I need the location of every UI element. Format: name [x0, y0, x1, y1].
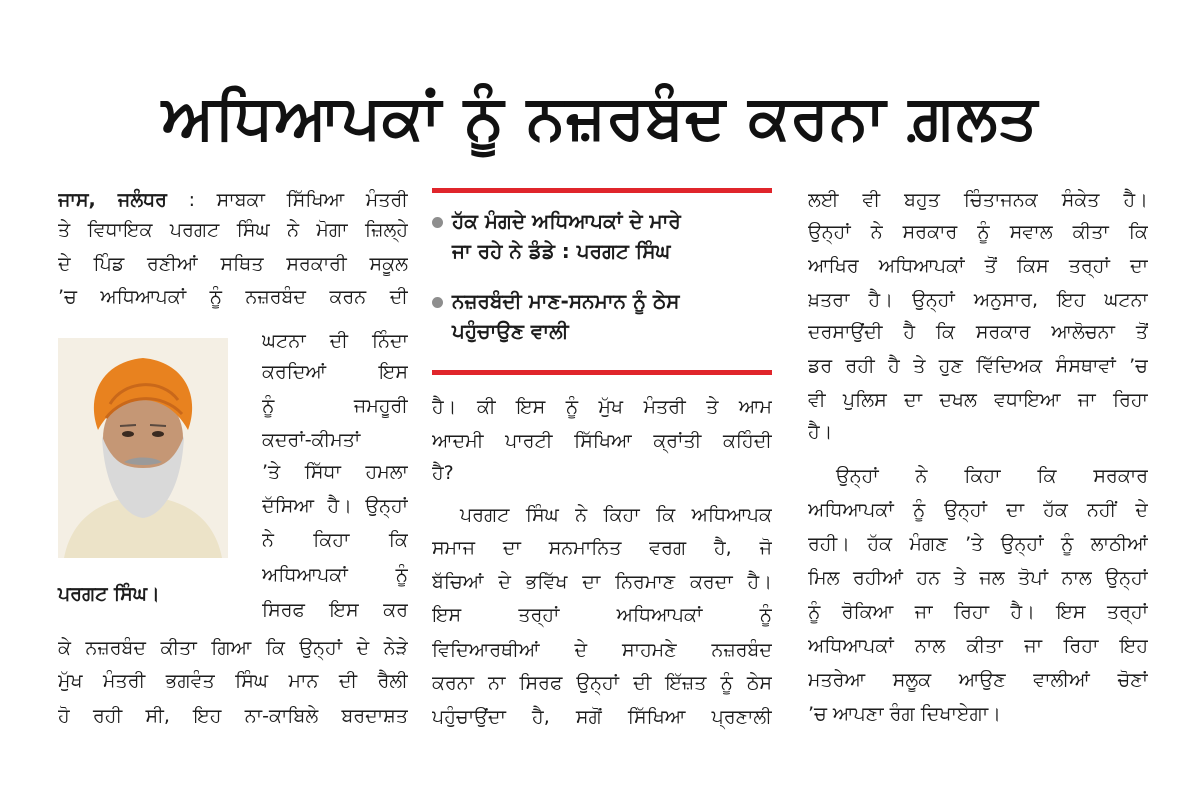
- highlight-line: ਨਜ਼ਰਬੰਦੀ ਮਾਣ-ਸਨਮਾਨ ਨੂੰ ਠੇਸ: [452, 289, 680, 313]
- article-line: ਹੈ।: [808, 421, 833, 443]
- article-line: ਘਟਨਾ ਦੀ ਨਿੰਦਾ: [262, 330, 408, 352]
- highlight-bottom-rule: [432, 370, 772, 375]
- article-line: ’ਚ ਅਧਿਆਪਕਾਂ ਨੂੰ ਨਜ਼ਰਬੰਦ ਕਰਨ ਦੀ: [58, 286, 408, 308]
- article-line: ਕਦਰਾਂ-ਕੀਮਤਾਂ: [262, 429, 361, 451]
- article-line: ਸਿਰਫ ਇਸ ਕਰ: [262, 599, 408, 621]
- article-line: ਦੇ ਪਿੰਡ ਰਣੀਆਂ ਸਥਿਤ ਸਰਕਾਰੀ ਸਕੂਲ: [58, 253, 408, 275]
- article-line: ਹੋ ਰਹੀ ਸੀ, ਇਹ ਨਾ-ਕਾਬਿਲੇ ਬਰਦਾਸ਼ਤ: [58, 705, 408, 727]
- highlight-line: ਜਾ ਰਹੇ ਨੇ ਡੰਡੇ : ਪਰਗਟ ਸਿੰਘ: [452, 239, 671, 263]
- bullet-icon: [432, 297, 443, 308]
- article-line: ਦਰਸਾਉਂਦੀ ਹੈ ਕਿ ਸਰਕਾਰ ਆਲੋਚਨਾ ਤੋਂ: [808, 321, 1148, 343]
- article-line: ਜਾਸ, ਜਲੰਧਰ : ਸਾਬਕਾ ਸਿੱਖਿਆ ਮੰਤਰੀ: [58, 189, 408, 211]
- highlight-line: ਪਹੁੰਚਾਉਣ ਵਾਲੀ: [452, 319, 569, 343]
- article-line: ਕੇ ਨਜ਼ਰਬੰਦ ਕੀਤਾ ਗਿਆ ਕਿ ਉਨ੍ਹਾਂ ਦੇ ਨੇੜੇ: [58, 637, 408, 659]
- article-line: ’ਤੇ ਸਿੱਧਾ ਹਮਲਾ: [262, 461, 408, 483]
- article-line: ਬੱਚਿਆਂ ਦੇ ਭਵਿੱਖ ਦਾ ਨਿਰਮਾਣ ਕਰਦਾ ਹੈ।: [432, 571, 772, 593]
- article-line: ਤੇ ਵਿਧਾਇਕ ਪਰਗਟ ਸਿੰਘ ਨੇ ਮੋਗਾ ਜ਼ਿਲ੍ਹੇ: [58, 219, 408, 241]
- article-line: ਮੁੱਖ ਮੰਤਰੀ ਭਗਵੰਤ ਸਿੰਘ ਮਾਨ ਦੀ ਰੈਲੀ: [58, 670, 408, 692]
- bullet-icon: [432, 217, 443, 228]
- article-line: ਸਮਾਜ ਦਾ ਸਨਮਾਨਿਤ ਵਰਗ ਹੈ, ਜੋ: [432, 537, 772, 559]
- highlight-item: [432, 206, 777, 266]
- article-line: ’ਚ ਆਪਣਾ ਰੰਗ ਦਿਖਾਏਗਾ।: [808, 703, 1001, 725]
- article-line: ਇਸ ਤਰ੍ਹਾਂ ਅਧਿਆਪਕਾਂ ਨੂੰ: [432, 604, 772, 626]
- highlight-top-rule: [432, 188, 772, 193]
- article-line: ਰਹੀ। ਹੱਕ ਮੰਗਣ ’ਤੇ ਉਨ੍ਹਾਂ ਨੂੰ ਲਾਠੀਆਂ: [808, 533, 1148, 555]
- article-line: ਉਨ੍ਹਾਂ ਨੇ ਸਰਕਾਰ ਨੂੰ ਸਵਾਲ ਕੀਤਾ ਕਿ: [808, 221, 1148, 243]
- article-line: ਅਧਿਆਪਕਾਂ ਨੂੰ: [262, 564, 408, 586]
- highlight-line: ਹੱਕ ਮੰਗਦੇ ਅਧਿਆਪਕਾਂ ਦੇ ਮਾਰੇ: [452, 209, 681, 233]
- article-line: ਪਹੁੰਚਾਉਂਦਾ ਹੈ, ਸਗੋਂ ਸਿੱਖਿਆ ਪ੍ਰਣਾਲੀ: [432, 706, 772, 728]
- article-line: ਕਰਨਾ ਨਾ ਸਿਰਫ ਉਨ੍ਹਾਂ ਦੀ ਇੱਜ਼ਤ ਨੂੰ ਠੇਸ: [432, 672, 772, 694]
- article-line: ਅਧਿਆਪਕਾਂ ਨਾਲ ਕੀਤਾ ਜਾ ਰਿਹਾ ਇਹ: [808, 635, 1148, 657]
- article-line: ਪਰਗਟ ਸਿੰਘ ਨੇ ਕਿਹਾ ਕਿ ਅਧਿਆਪਕ: [460, 504, 772, 526]
- article-line: ਮਤਰੇਆ ਸਲੂਕ ਆਉਣ ਵਾਲੀਆਂ ਚੋਣਾਂ: [808, 669, 1148, 691]
- photo-caption: ਪਰਗਟ ਸਿੰਘ।: [58, 583, 160, 605]
- article-line: ਆਦਮੀ ਪਾਰਟੀ ਸਿੱਖਿਆ ਕ੍ਰਾਂਤੀ ਕਹਿੰਦੀ: [432, 430, 772, 452]
- article-line: ਖ਼ਤਰਾ ਹੈ। ਉਨ੍ਹਾਂ ਅਨੁਸਾਰ, ਇਹ ਘਟਨਾ: [808, 289, 1148, 311]
- article-line: ਆਖਿਰ ਅਧਿਆਪਕਾਂ ਤੋਂ ਕਿਸ ਤਰ੍ਹਾਂ ਦਾ: [808, 255, 1148, 277]
- article-line: ਅਧਿਆਪਕਾਂ ਨੂੰ ਉਨ੍ਹਾਂ ਦਾ ਹੱਕ ਨਹੀਂ ਦੇ: [808, 499, 1148, 521]
- article-line: ਲਈ ਵੀ ਬਹੁਤ ਚਿੰਤਾਜਨਕ ਸੰਕੇਤ ਹੈ।: [808, 189, 1148, 211]
- article-line: ਮਿਲ ਰਹੀਆਂ ਹਨ ਤੇ ਜਲ ਤੋਪਾਂ ਨਾਲ ਉਨ੍ਹਾਂ: [808, 567, 1148, 589]
- article-line: ਡਰ ਰਹੀ ਹੈ ਤੇ ਹੁਣ ਵਿੱਦਿਅਕ ਸੰਸਥਾਵਾਂ ’ਚ: [808, 355, 1148, 377]
- article-line: ਨੇ ਕਿਹਾ ਕਿ: [262, 529, 408, 551]
- article-line: ਨੂੰ ਜਮਹੂਰੀ: [262, 395, 408, 417]
- article-line: ਵੀ ਪੁਲਿਸ ਦਾ ਦਖਲ ਵਧਾਇਆ ਜਾ ਰਿਹਾ: [808, 389, 1148, 411]
- article-line: ਨੂੰ ਰੋਕਿਆ ਜਾ ਰਿਹਾ ਹੈ। ਇਸ ਤਰ੍ਹਾਂ: [808, 601, 1148, 623]
- highlight-item: [432, 286, 777, 346]
- article-line: ਹੈ। ਕੀ ਇਸ ਨੂੰ ਮੁੱਖ ਮੰਤਰੀ ਤੇ ਆਮ: [432, 396, 772, 418]
- article-line: ਵਿਦਿਆਰਥੀਆਂ ਦੇ ਸਾਹਮਣੇ ਨਜ਼ਰਬੰਦ: [432, 639, 772, 661]
- portrait-photo: [58, 338, 228, 558]
- portrait-illustration: [58, 338, 228, 558]
- article-line: ਕਰਦਿਆਂ ਇਸ: [262, 361, 408, 383]
- article-line: ਦੱਸਿਆ ਹੈ। ਉਨ੍ਹਾਂ: [262, 495, 408, 517]
- article-line: ਉਨ੍ਹਾਂ ਨੇ ਕਿਹਾ ਕਿ ਸਰਕਾਰ: [836, 465, 1148, 487]
- article-line: ਹੈ?: [432, 462, 454, 484]
- dateline: ਜਾਸ, ਜਲੰਧਰ: [58, 189, 167, 211]
- headline: ਅਧਿਆਪਕਾਂ ਨੂੰ ਨਜ਼ਰਬੰਦ ਕਰਨਾ ਗ਼ਲਤ: [161, 82, 1039, 153]
